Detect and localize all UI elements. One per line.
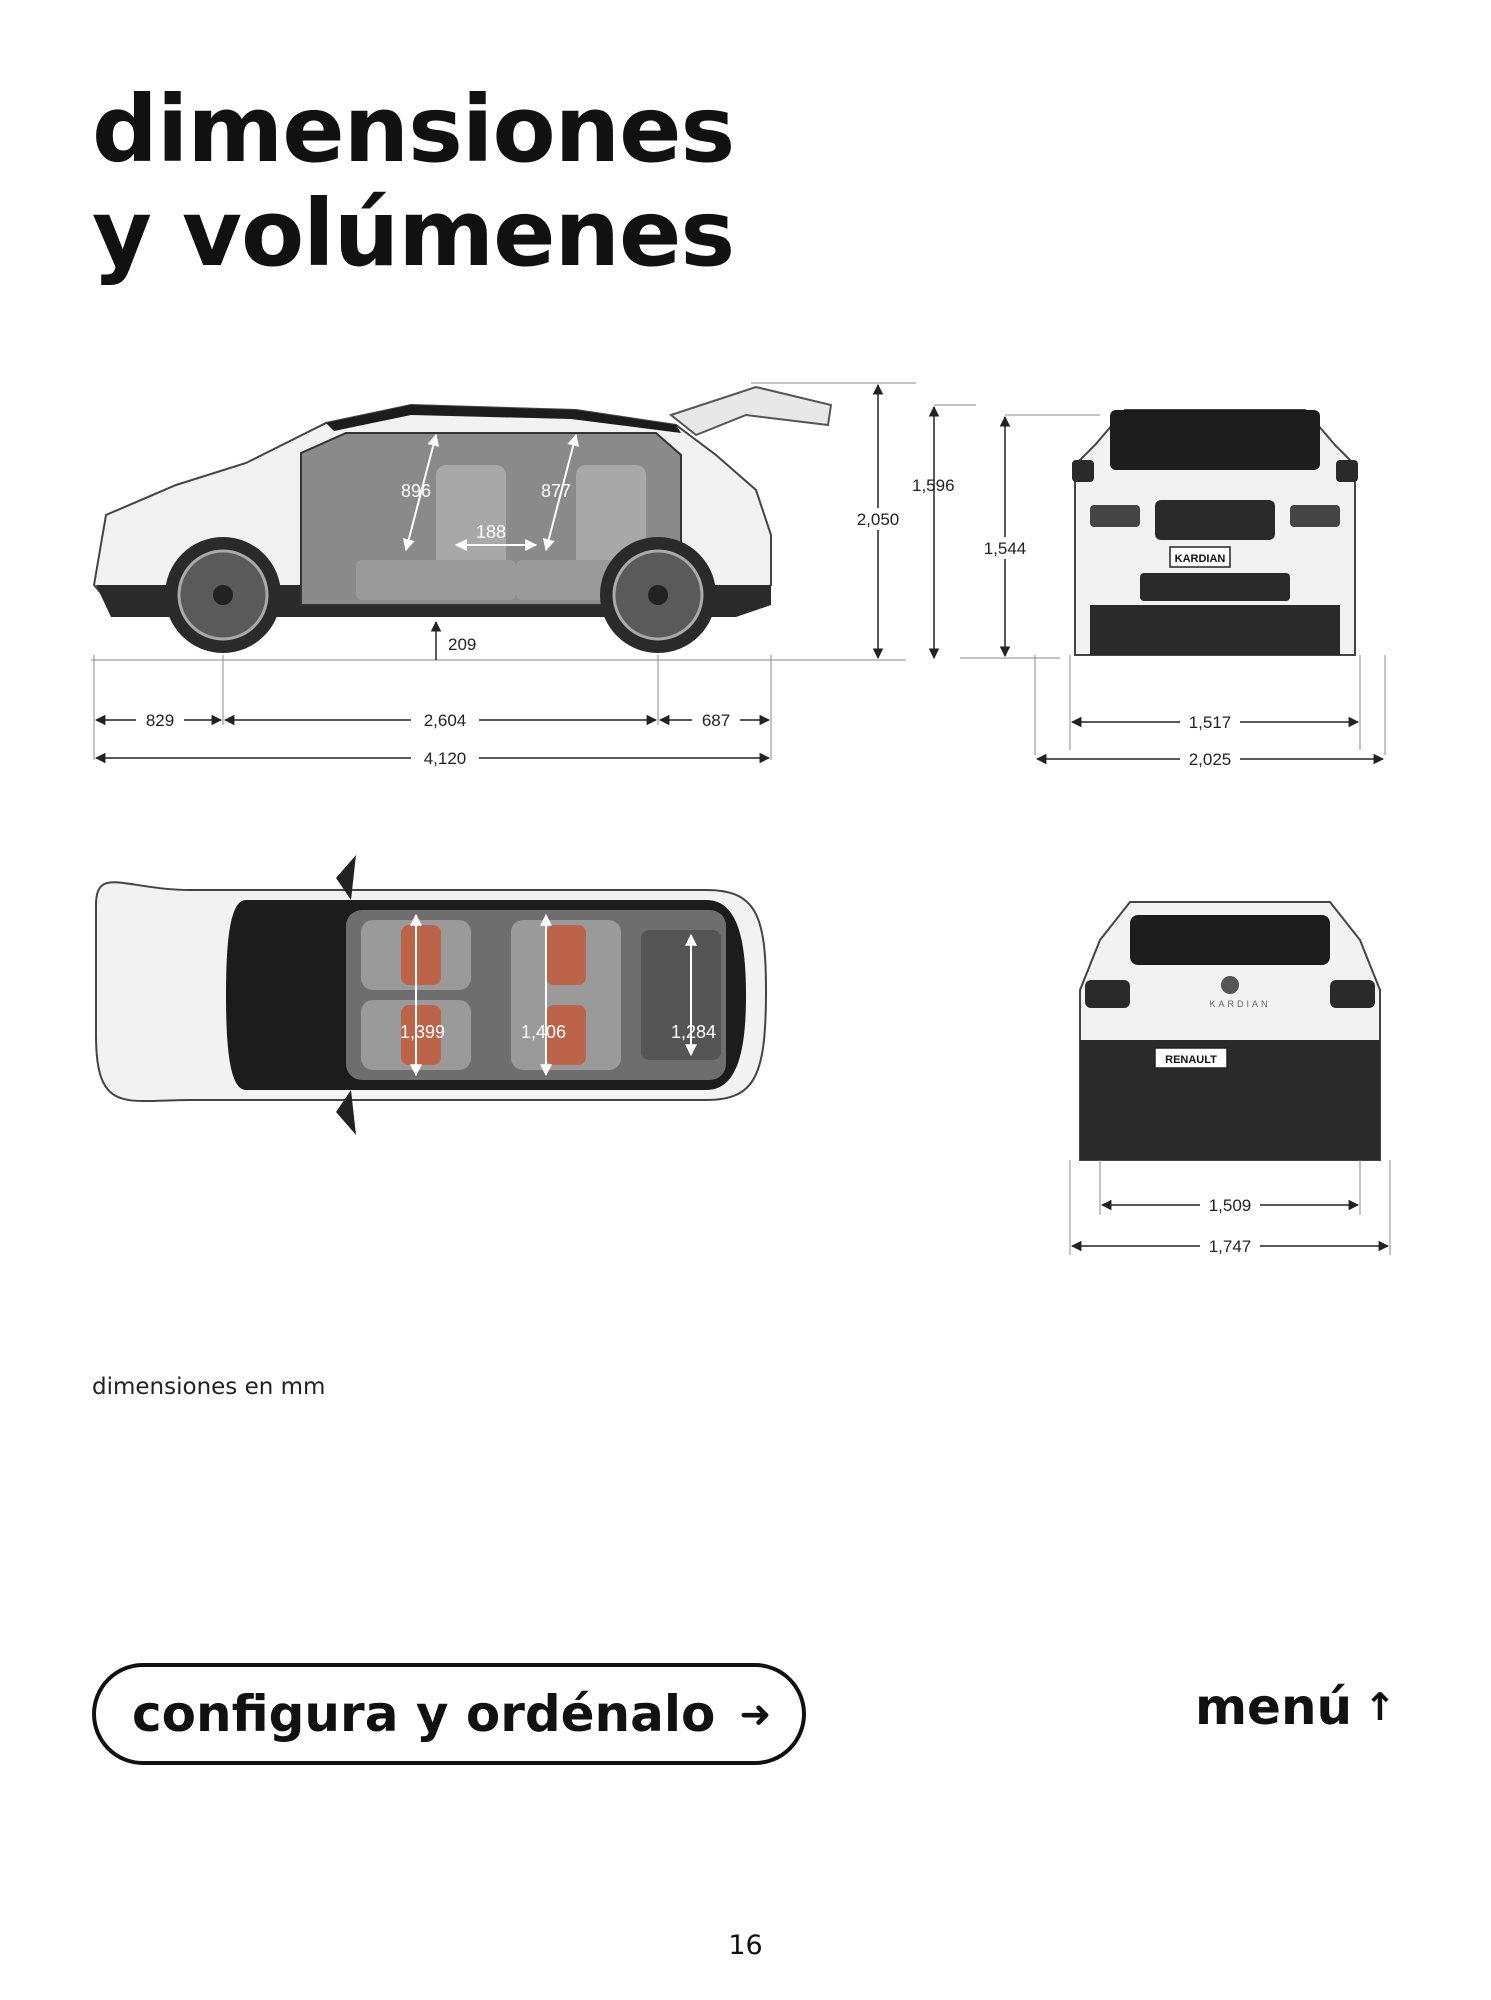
dim-877: 877 <box>541 481 572 501</box>
rear-wheel-side <box>600 537 716 653</box>
front-wheel-side <box>165 537 281 653</box>
rear-badge: RENAULT <box>1165 1054 1217 1066</box>
dim-1544: 1,544 <box>983 539 1027 558</box>
title-line-1: dimensiones <box>92 76 735 183</box>
configure-order-label: configura y ordénalo <box>132 1685 716 1743</box>
top-view-car <box>96 855 766 1135</box>
dim-2604: 2,604 <box>423 711 467 730</box>
rear-lettering: KARDIAN <box>1209 999 1271 1009</box>
units-note: dimensiones en mm <box>92 1374 326 1400</box>
dim-209: 209 <box>448 635 477 654</box>
dim-4120: 4,120 <box>423 749 467 768</box>
menu-link[interactable] <box>1195 1678 1396 1736</box>
dim-1406: 1,406 <box>521 1022 567 1042</box>
dim-687: 687 <box>701 711 731 730</box>
dim-1747: 1,747 <box>1208 1237 1252 1256</box>
page-number: 16 <box>728 1930 763 1961</box>
dim-896: 896 <box>401 481 432 501</box>
title-line-2: y volúmenes <box>92 180 735 287</box>
dim-1509: 1,509 <box>1208 1196 1252 1215</box>
dim-829: 829 <box>145 711 175 730</box>
front-view-car <box>1072 410 1358 655</box>
dim-188: 188 <box>476 522 507 542</box>
dim-1284: 1,284 <box>671 1022 717 1042</box>
side-view-car <box>94 387 831 653</box>
rear-view-car <box>1080 902 1380 1160</box>
vehicle-dimensions-figure <box>16 355 976 1295</box>
front-badge: KARDIAN <box>1174 553 1226 565</box>
rear-view-figure <box>1040 880 1420 1260</box>
dim-2025: 2,025 <box>1188 750 1232 769</box>
page-title <box>92 78 734 286</box>
configure-order-button[interactable] <box>92 1663 806 1765</box>
dim-1399: 1,399 <box>400 1022 446 1042</box>
dim-1517: 1,517 <box>1188 713 1232 732</box>
menu-label: menú <box>1194 1678 1353 1736</box>
arrow-up-icon: ↑ <box>1364 1685 1396 1729</box>
dim-1596: 1,596 <box>912 476 955 495</box>
arrow-right-icon: ➜ <box>739 1692 772 1736</box>
dim-2050: 2,050 <box>856 510 900 529</box>
front-view-figure <box>960 355 1440 785</box>
